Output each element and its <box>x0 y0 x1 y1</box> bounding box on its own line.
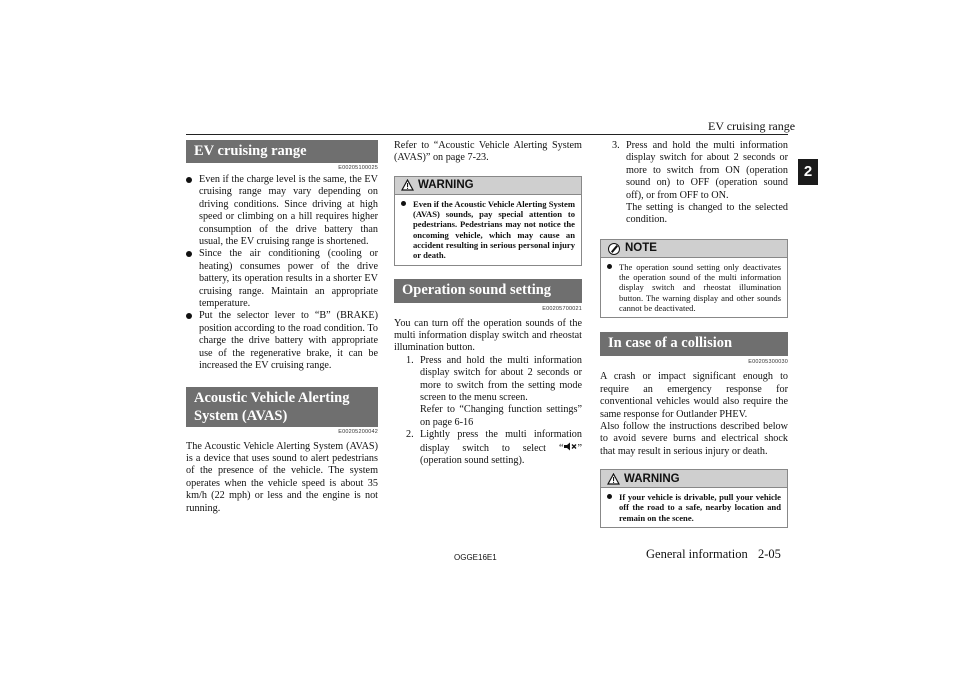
note-body <box>601 258 787 317</box>
section-code: E00205100025 <box>338 165 378 171</box>
note-title: NOTE <box>625 242 657 255</box>
bullet-icon <box>186 251 192 257</box>
list-item: Even if the charge level is the same, the EV cruising range may vary depending on driving conditions. Since driving at high speed or climbing on a hill requires higher consumption of the drive battery than usual, the EV cruising range is shortened. <box>186 174 378 248</box>
note-box <box>600 239 788 318</box>
note-pencil-icon <box>607 242 621 255</box>
section-code: E00205200042 <box>338 428 378 435</box>
column-2 <box>394 140 582 468</box>
warning-header <box>601 470 787 488</box>
bullet-icon <box>607 264 612 269</box>
step-1: 1. Press and hold the multi information display switch for about 2 seconds or more to switch from the setting mode screen to the menu screen. Refer to “Changing function settings” on page 6-16 <box>406 354 582 428</box>
warning-body <box>601 488 787 527</box>
warning-box <box>394 176 582 266</box>
note-header <box>601 240 787 258</box>
chapter-tab: 2 <box>798 159 818 185</box>
section-code: E00205700021 <box>542 305 582 312</box>
bullet-icon <box>186 313 192 319</box>
running-header: EV cruising range <box>708 119 796 133</box>
collision-paragraph-1: A crash or impact significant enough to require an emergency response for conventional vehicles would also require the same response for Outlander PHEV. <box>600 371 788 420</box>
list-item: Since the air conditioning (cooling or heating) consumes power of the drive battery, its operation results in a shorter EV cruising range. Maintain an appropriate temperature. <box>186 248 378 310</box>
section-heading-avas: Acoustic Vehicle Alerting System (AVAS) <box>186 387 378 427</box>
column-3 <box>600 140 788 528</box>
warning-triangle-icon <box>401 179 414 191</box>
header-rule <box>186 134 788 135</box>
section-heading-collision: In case of a collision <box>600 332 788 356</box>
step-2: 2. Lightly press the multi information display switch to select “ ” (operation sound setting). <box>406 429 582 467</box>
bullet-icon <box>607 494 612 499</box>
section-heading-operation-sound: Operation sound setting <box>394 279 582 303</box>
avas-paragraph: The Acoustic Vehicle Alerting System (AVAS) is a device that uses sound to alert pedestrians of the presence of the vehicle. The system operates when the vehicle speed is about 35 km/h (22 mph) or less and the engine is not running. <box>186 440 378 514</box>
column-1 <box>186 140 378 515</box>
collision-paragraph-2: Also follow the instructions described below to avoid severe burns and electrical shock that may result in serious injury or death. <box>600 420 788 457</box>
footer-page-number: 2-05 <box>758 547 781 561</box>
avas-reference: Refer to “Acoustic Vehicle Alerting System (AVAS)” on page 7-23. <box>394 140 582 164</box>
list-item: Even if the Acoustic Vehicle Alerting System (AVAS) sounds, pay special attention to pedestrians. Pedestrians may not notice the oncoming vehicle, which may cause an accident resulting in serious personal injury or death. <box>401 199 575 261</box>
section-heading-ev-cruising-range: EV cruising range <box>186 140 378 163</box>
bullet-icon <box>401 201 406 206</box>
list-item: If your vehicle is drivable, pull your vehicle off the road to a safe, nearby location and remain on the scene. <box>607 492 781 523</box>
warning-triangle-icon <box>607 473 620 485</box>
warning-box <box>600 469 788 528</box>
section-code: E00205300030 <box>748 359 788 366</box>
bullet-icon <box>186 177 192 183</box>
operation-intro: You can turn off the operation sounds of the multi information display switch and rheostat illumination button. <box>394 317 582 354</box>
footer-section: General information <box>646 547 748 561</box>
warning-title: WARNING <box>418 179 474 192</box>
footer-doc-code: OGGE16E1 <box>454 553 497 562</box>
warning-header <box>395 177 581 195</box>
speaker-muted-icon <box>563 442 577 455</box>
ev-bullet-list <box>186 174 378 373</box>
warning-body <box>395 195 581 265</box>
warning-title: WARNING <box>624 472 680 485</box>
step-1-reference: Refer to “Changing function settings” on page 6-16 <box>420 404 582 428</box>
list-item: The operation sound setting only deactivates the operation sound of the multi information display switch and rheostat illumination button. The warning display and other sounds cannot be deactivated. <box>607 262 781 313</box>
step-3: 3. Press and hold the multi information display switch for about 2 seconds or more to switch from ON (operation sound on) to OFF (operation sound off), or from OFF to ON. The setting is changed to the selected condition. <box>612 140 788 226</box>
list-item: Put the selector lever to “B” (BRAKE) position according to the road condition. To charge the drive battery with appropriate use of the regenerative brake, it can be increased the EV cruising range. <box>186 310 378 372</box>
